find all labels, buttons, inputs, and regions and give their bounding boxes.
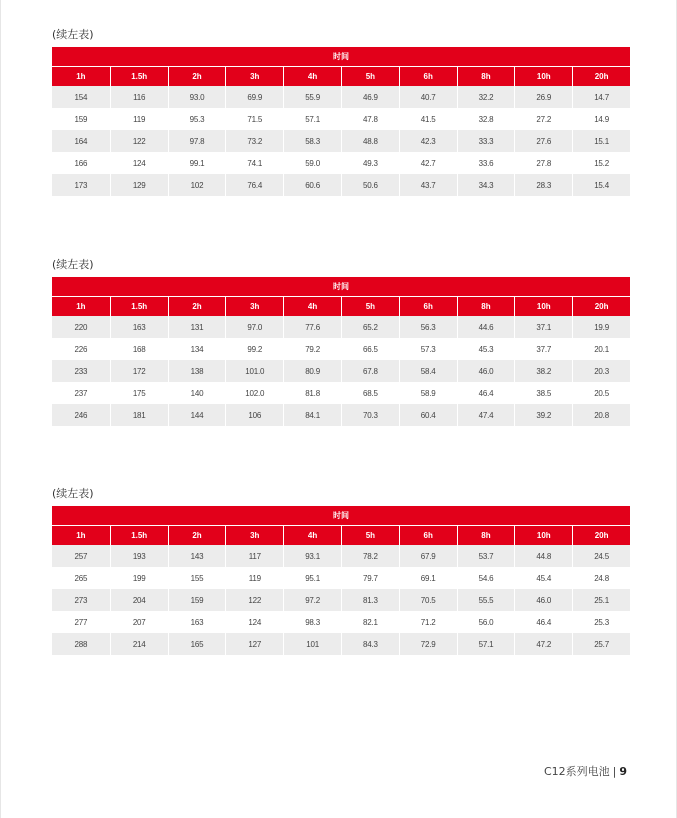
table-cell: 55.9 [283, 86, 341, 108]
table-row [52, 567, 630, 589]
table-cell: 40.7 [399, 86, 457, 108]
table-cell: 172 [110, 360, 168, 382]
table-cell: 48.8 [341, 130, 399, 152]
column-header: 8h [457, 525, 515, 545]
table-cell: 122 [225, 589, 283, 611]
table-cell: 44.8 [514, 545, 572, 567]
table-cell: 159 [168, 589, 226, 611]
table-cell: 20.5 [572, 382, 630, 404]
table-cell: 288 [52, 633, 110, 655]
table-cell: 15.2 [572, 152, 630, 174]
table-cell: 60.4 [399, 404, 457, 426]
table-cell: 25.7 [572, 633, 630, 655]
table-cell: 72.9 [399, 633, 457, 655]
footer-separator: | [612, 765, 617, 778]
column-header: 2h [168, 296, 226, 316]
table-cell: 122 [110, 130, 168, 152]
page-number: 9 [619, 765, 627, 778]
table-cell: 69.9 [225, 86, 283, 108]
table-cell: 144 [168, 404, 226, 426]
capacity-table [52, 506, 630, 655]
column-header: 3h [225, 525, 283, 545]
column-header: 1h [52, 525, 110, 545]
table-row [52, 545, 630, 567]
table-cell: 143 [168, 545, 226, 567]
table-cell: 49.3 [341, 152, 399, 174]
time-group-header: 时间 [52, 47, 630, 66]
table-cell: 79.7 [341, 567, 399, 589]
table-cell: 59.0 [283, 152, 341, 174]
table-cell: 163 [168, 611, 226, 633]
table-cell: 277 [74, 617, 88, 627]
table-cell: 55.5 [457, 589, 515, 611]
column-header: 20h [572, 296, 630, 316]
table-cell: 84.1 [283, 404, 341, 426]
table-cell: 27.6 [514, 130, 572, 152]
column-header-row [52, 66, 630, 86]
table-cell: 101.0 [225, 360, 283, 382]
table-cell: 70.5 [399, 589, 457, 611]
table-cell: 42.7 [399, 152, 457, 174]
column-header: 2h [168, 66, 226, 86]
table-section-1 [52, 28, 630, 196]
group-header-row [52, 47, 630, 66]
table-cell: 257 [52, 545, 110, 567]
column-header: 8h [457, 66, 515, 86]
table-cell: 45.3 [457, 338, 515, 360]
table-cell: 37.1 [514, 316, 572, 338]
table-cell: 207 [110, 611, 168, 633]
table-cell: 50.6 [341, 174, 399, 196]
column-header: 6h [399, 525, 457, 545]
column-header: 4h [283, 525, 341, 545]
group-header-row [52, 277, 630, 296]
column-header: 3h [225, 66, 283, 86]
capacity-table [52, 277, 630, 426]
column-header: 3h [225, 296, 283, 316]
table-cell: 67.9 [399, 545, 457, 567]
table-cell: 168 [110, 338, 168, 360]
table-cell: 175 [110, 382, 168, 404]
table-cell: 32.2 [457, 86, 515, 108]
table-cell: 43.7 [399, 174, 457, 196]
table-cell: 25.1 [572, 589, 630, 611]
table-cell: 233 [52, 360, 110, 382]
table-cell: 173 [52, 174, 110, 196]
column-header: 6h [399, 296, 457, 316]
table-cell: 102 [168, 174, 226, 196]
table-row [52, 611, 630, 633]
column-header: 20h [572, 66, 630, 86]
table-cell: 138 [168, 360, 226, 382]
table-cell: 102.0 [225, 382, 283, 404]
table-cell: 33.6 [457, 152, 515, 174]
table-cell: 265 [74, 573, 88, 583]
column-header: 10h [514, 525, 572, 545]
table-cell: 99.1 [168, 152, 226, 174]
page-footer [544, 763, 627, 779]
table-cell: 246 [52, 404, 110, 426]
table-cell: 165 [168, 633, 226, 655]
table-cell: 68.5 [341, 382, 399, 404]
table-cell: 69.1 [399, 567, 457, 589]
table-cell: 106 [225, 404, 283, 426]
table-cell: 95.1 [283, 567, 341, 589]
table-cell: 26.9 [514, 86, 572, 108]
table-section-3 [52, 487, 630, 655]
table-cell: 204 [110, 589, 168, 611]
table-cell: 134 [168, 338, 226, 360]
table-section-2 [52, 258, 630, 426]
table-cell: 98.3 [283, 611, 341, 633]
table-cell: 73.2 [225, 130, 283, 152]
table-cell: 66.5 [341, 338, 399, 360]
table-cell: 67.8 [341, 360, 399, 382]
table-cell: 38.2 [514, 360, 572, 382]
table-cell: 71.2 [399, 611, 457, 633]
table-cell: 273 [52, 589, 110, 611]
table-cell: 46.4 [514, 611, 572, 633]
table-cell: 220 [52, 316, 110, 338]
table-row [52, 86, 630, 108]
table-caption: (续左表) [52, 258, 94, 271]
table-cell: 24.5 [572, 545, 630, 567]
table-cell: 34.3 [457, 174, 515, 196]
table-cell: 20.3 [572, 360, 630, 382]
table-caption: (续左表) [52, 28, 94, 41]
table-cell: 47.4 [457, 404, 515, 426]
table-cell: 79.2 [283, 338, 341, 360]
column-header: 1h [52, 296, 110, 316]
table-cell: 97.2 [283, 589, 341, 611]
table-cell: 37.7 [514, 338, 572, 360]
table-cell: 77.6 [283, 316, 341, 338]
table-cell: 116 [110, 86, 168, 108]
column-header-row [52, 296, 630, 316]
table-cell: 46.4 [457, 382, 515, 404]
table-cell: 166 [74, 158, 88, 168]
table-cell: 60.6 [283, 174, 341, 196]
table-cell: 131 [168, 316, 226, 338]
footer-series-name: C12系列电池 [543, 765, 610, 778]
column-header: 10h [514, 296, 572, 316]
table-cell: 15.1 [572, 130, 630, 152]
table-cell: 20.8 [572, 404, 630, 426]
table-cell: 56.0 [457, 611, 515, 633]
table-cell: 70.3 [341, 404, 399, 426]
group-header-row [52, 506, 630, 525]
table-cell: 28.3 [514, 174, 572, 196]
column-header: 1.5h [110, 296, 168, 316]
table-cell: 57.1 [457, 633, 515, 655]
column-header: 1h [52, 66, 110, 86]
table-cell: 84.3 [341, 633, 399, 655]
table-cell: 140 [168, 382, 226, 404]
table-cell: 101 [283, 633, 341, 655]
table-cell: 117 [225, 545, 283, 567]
table-row [52, 360, 630, 382]
table-cell: 25.3 [572, 611, 630, 633]
table-cell: 65.2 [341, 316, 399, 338]
table-cell: 74.1 [225, 152, 283, 174]
table-cell: 97.0 [225, 316, 283, 338]
table-cell: 154 [52, 86, 110, 108]
table-cell: 24.8 [572, 567, 630, 589]
table-row [52, 633, 630, 655]
table-cell: 46.0 [457, 360, 515, 382]
time-group-header: 时间 [52, 277, 630, 296]
time-group-header: 时间 [52, 506, 630, 525]
table-cell: 27.8 [514, 152, 572, 174]
column-header: 5h [341, 525, 399, 545]
table-cell: 57.1 [283, 108, 341, 130]
table-cell: 95.3 [168, 108, 226, 130]
column-header: 20h [572, 525, 630, 545]
table-cell: 82.1 [341, 611, 399, 633]
table-cell: 81.3 [341, 589, 399, 611]
table-row [52, 589, 630, 611]
column-header: 8h [457, 296, 515, 316]
table-cell: 199 [110, 567, 168, 589]
table-cell: 20.1 [572, 338, 630, 360]
table-cell: 56.3 [399, 316, 457, 338]
table-cell: 41.5 [399, 108, 457, 130]
table-cell: 214 [110, 633, 168, 655]
table-cell: 181 [110, 404, 168, 426]
table-cell: 97.8 [168, 130, 226, 152]
table-cell: 159 [74, 114, 88, 124]
table-cell: 27.2 [514, 108, 572, 130]
column-header: 2h [168, 525, 226, 545]
column-header: 4h [283, 66, 341, 86]
column-header: 1.5h [110, 525, 168, 545]
table-cell: 54.6 [457, 567, 515, 589]
table-cell: 119 [110, 108, 168, 130]
table-cell: 38.5 [514, 382, 572, 404]
table-cell: 193 [110, 545, 168, 567]
table-caption: (续左表) [52, 487, 94, 500]
table-cell: 47.8 [341, 108, 399, 130]
table-cell: 46.9 [341, 86, 399, 108]
table-cell: 58.3 [283, 130, 341, 152]
table-row [52, 174, 630, 196]
table-row [52, 382, 630, 404]
table-cell: 237 [74, 388, 88, 398]
table-cell: 14.9 [572, 108, 630, 130]
table-cell: 163 [110, 316, 168, 338]
column-header: 5h [341, 66, 399, 86]
table-cell: 155 [168, 567, 226, 589]
column-header: 1.5h [110, 66, 168, 86]
table-cell: 127 [225, 633, 283, 655]
column-header-row [52, 525, 630, 545]
table-cell: 57.3 [399, 338, 457, 360]
column-header: 5h [341, 296, 399, 316]
table-cell: 47.2 [514, 633, 572, 655]
table-cell: 45.4 [514, 567, 572, 589]
table-row [52, 152, 630, 174]
table-cell: 78.2 [341, 545, 399, 567]
table-cell: 44.6 [457, 316, 515, 338]
table-row [52, 316, 630, 338]
table-cell: 99.2 [225, 338, 283, 360]
column-header: 4h [283, 296, 341, 316]
table-cell: 58.4 [399, 360, 457, 382]
table-cell: 15.4 [572, 174, 630, 196]
table-row [52, 404, 630, 426]
table-cell: 81.8 [283, 382, 341, 404]
column-header: 10h [514, 66, 572, 86]
table-row [52, 130, 630, 152]
column-header: 6h [399, 66, 457, 86]
table-cell: 226 [74, 344, 88, 354]
capacity-table [52, 47, 630, 196]
table-cell: 19.9 [572, 316, 630, 338]
table-cell: 93.1 [283, 545, 341, 567]
table-cell: 80.9 [283, 360, 341, 382]
table-cell: 124 [225, 611, 283, 633]
table-cell: 53.7 [457, 545, 515, 567]
table-row [52, 108, 630, 130]
table-cell: 129 [110, 174, 168, 196]
table-row [52, 338, 630, 360]
table-cell: 164 [52, 130, 110, 152]
table-cell: 58.9 [399, 382, 457, 404]
table-cell: 119 [225, 567, 283, 589]
table-cell: 46.0 [514, 589, 572, 611]
table-cell: 32.8 [457, 108, 515, 130]
table-cell: 33.3 [457, 130, 515, 152]
table-cell: 93.0 [168, 86, 226, 108]
table-cell: 39.2 [514, 404, 572, 426]
table-cell: 76.4 [225, 174, 283, 196]
table-cell: 71.5 [225, 108, 283, 130]
table-cell: 14.7 [572, 86, 630, 108]
table-cell: 124 [110, 152, 168, 174]
table-cell: 42.3 [399, 130, 457, 152]
